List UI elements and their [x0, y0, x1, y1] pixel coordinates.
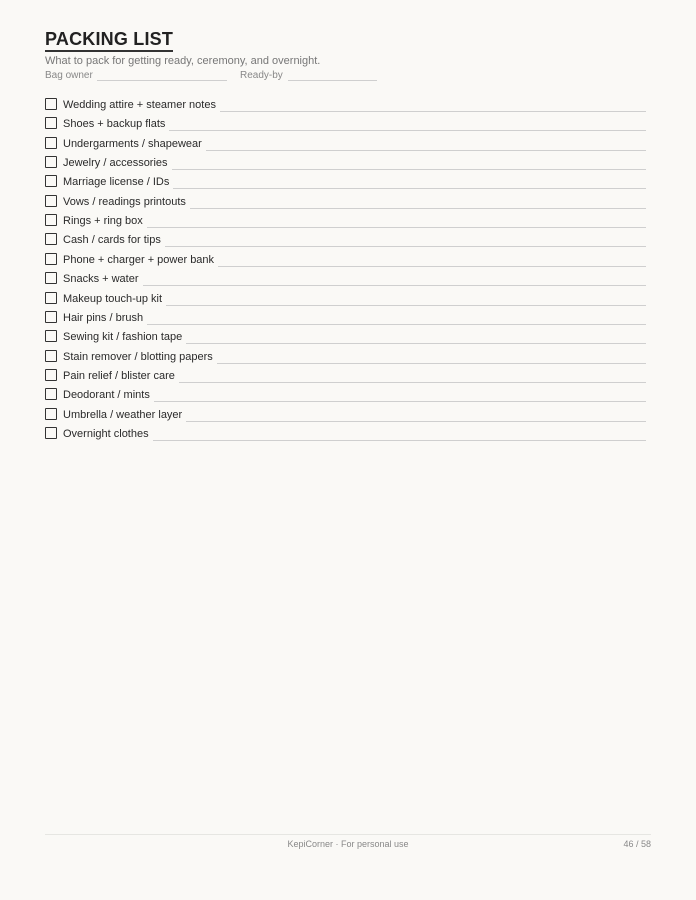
- checklist-item-label: Cash / cards for tips: [63, 234, 165, 247]
- checklist-item: [45, 348, 646, 367]
- page-number: 46 / 58: [623, 839, 651, 849]
- footer-divider: [45, 834, 651, 835]
- checklist-item-label: Overnight clothes: [63, 428, 153, 441]
- bag-owner-label: Bag owner: [45, 70, 93, 81]
- checklist-item-label: Stain remover / blotting papers: [63, 351, 217, 364]
- checklist-item-label: Sewing kit / fashion tape: [63, 331, 186, 344]
- checkbox[interactable]: [45, 253, 57, 265]
- bag-owner-field[interactable]: [97, 80, 227, 81]
- checkbox[interactable]: [45, 156, 57, 168]
- checkbox[interactable]: [45, 214, 57, 226]
- checklist-item-label: Jewelry / accessories: [63, 157, 172, 170]
- checklist-item: [45, 270, 646, 289]
- checklist-item-label: Makeup touch-up kit: [63, 293, 166, 306]
- ready-by-field[interactable]: [288, 80, 377, 81]
- write-in-line[interactable]: [63, 285, 646, 286]
- checklist-item-label: Pain relief / blister care: [63, 370, 179, 383]
- checklist-item-label: Deodorant / mints: [63, 389, 154, 402]
- checkbox[interactable]: [45, 330, 57, 342]
- checkbox[interactable]: [45, 175, 57, 187]
- checklist-item: [45, 212, 646, 231]
- checklist-item: [45, 367, 646, 386]
- write-in-line[interactable]: [63, 227, 646, 228]
- checklist-item: [45, 173, 646, 192]
- write-in-line[interactable]: [63, 324, 646, 325]
- footer-note: KepiCorner · For personal use: [287, 839, 409, 849]
- checklist-item: [45, 231, 646, 250]
- checklist-item: [45, 193, 646, 212]
- checklist-item-label: Wedding attire + steamer notes: [63, 99, 220, 112]
- checklist-item: [45, 251, 646, 270]
- checklist-item: [45, 290, 646, 309]
- checkbox[interactable]: [45, 311, 57, 323]
- checklist-item: [45, 386, 646, 405]
- checkbox[interactable]: [45, 369, 57, 381]
- checklist-item: [45, 309, 646, 328]
- checklist-item-label: Marriage license / IDs: [63, 176, 173, 189]
- checkbox[interactable]: [45, 350, 57, 362]
- checklist-item-label: Umbrella / weather layer: [63, 409, 186, 422]
- checkbox[interactable]: [45, 98, 57, 110]
- packing-list-page: [45, 0, 651, 900]
- checkbox[interactable]: [45, 408, 57, 420]
- checklist-item: [45, 406, 646, 425]
- page-subtitle: What to pack for getting ready, ceremony, and overnight.: [45, 55, 321, 67]
- checkbox[interactable]: [45, 272, 57, 284]
- checklist-item: [45, 425, 646, 444]
- page-title: PACKING LIST: [45, 29, 173, 52]
- checkbox[interactable]: [45, 388, 57, 400]
- checkbox[interactable]: [45, 233, 57, 245]
- checkbox[interactable]: [45, 195, 57, 207]
- checklist-item-label: Shoes + backup flats: [63, 118, 169, 131]
- checklist-item-label: Snacks + water: [63, 273, 143, 286]
- checklist-item-label: Hair pins / brush: [63, 312, 147, 325]
- checkbox[interactable]: [45, 427, 57, 439]
- checklist-item: [45, 96, 646, 115]
- checkbox[interactable]: [45, 137, 57, 149]
- checklist-item-label: Undergarments / shapewear: [63, 138, 206, 151]
- meta-fields: [45, 70, 651, 83]
- checklist-item: [45, 135, 646, 154]
- checklist-item: [45, 328, 646, 347]
- checkbox[interactable]: [45, 292, 57, 304]
- checklist-item: [45, 154, 646, 173]
- ready-by-label: Ready-by: [240, 70, 283, 81]
- checkbox[interactable]: [45, 117, 57, 129]
- checklist-item: [45, 115, 646, 134]
- checklist-item-label: Rings + ring box: [63, 215, 147, 228]
- checklist-item-label: Vows / readings printouts: [63, 196, 190, 209]
- checklist-item-label: Phone + charger + power bank: [63, 254, 218, 267]
